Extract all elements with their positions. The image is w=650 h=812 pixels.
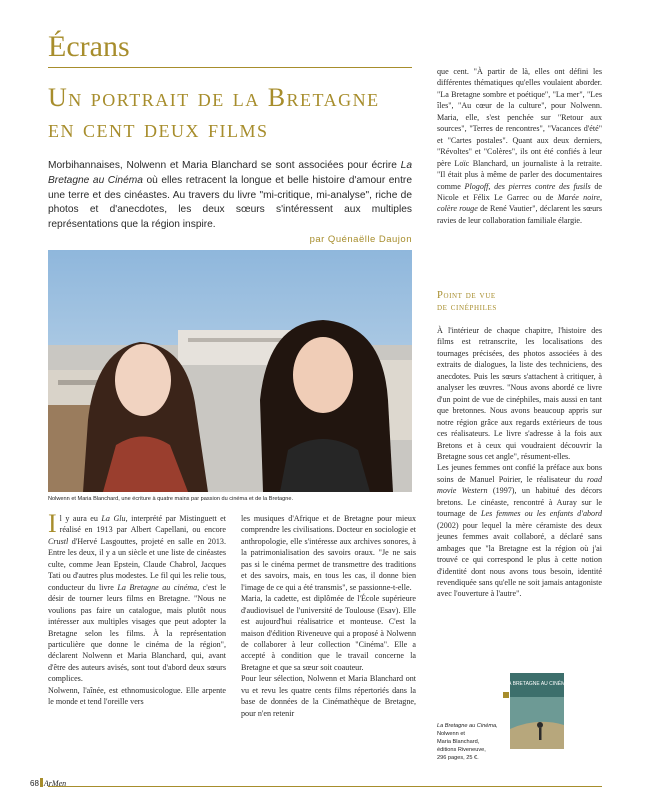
film-title: La Glu [101,514,126,523]
book-caption-line: 296 pages, 25 €. [437,755,479,762]
text-run: d'Hervé Lasgouttes, projeté en salle en 2013. Entre les deux, il y a un siècle et une liste de cinéastes culte, comme Jean Epstein, Claude Chabrol, Jacques Tati ou d'autres plus modestes. Le fil qui les relie tous, conducteur du livre [48,536,226,592]
paragraph: les musiques d'Afrique et de Bretagne pour mieux comprendre les civilisations. Docteur en sociologie et anthropologie, elle s'intéresse aux archives sonores, à la patrimonialisation des savoirs oraux. "Je ne sais pas si le cinéma permet de transmettre des traditions et des savoirs, mais, en tous les cas, il donne bien l'image de ce qui a été transmis", se passionne-t-elle. [241,514,416,592]
text-run: Les jeunes femmes ont confié la préface aux bons soins de Manuel Poirier, le réalisateur du [437,463,602,484]
paragraph: Maria, la cadette, est diplômée de l'École supérieure d'audiovisuel de l'université de Toulouse (Esav). Elle est aujourd'hui réalisatrice et monteuse. C'est la maison d'édition Riveneuve qui a proposé à Nolwenn de collaborer à leur collection "Cinéma". Elle a accepté à condition que le travail concerne la Bretagne et que sa sœur soit coauteur. [241,594,416,672]
text-run: (1997), un habitué des décors bretons. Le cinéaste, rencontré à Auray sur le tournage de [437,486,602,519]
folio-bar-icon [40,778,43,787]
book-caption-line: éditions Riveneuve, [437,747,486,754]
text-run: l y aura eu [59,514,102,523]
lede-book-title: La Bretagne au Cinéma [48,160,412,186]
body-column-4 [437,325,602,600]
film-title: Les femmes ou les enfants d'abord [481,509,602,519]
film-title: Marée noire, colère rouge [437,192,602,214]
text-run: (2002) pour lequel la mère céramiste des deux jeunes femmes avait collaboré, a déclaré sans ambages que "la Bretagne est la région où j'ai trouvé ce qui correspond le plus à cette notion d'identité dont nous avons tous besoin, identité revendiquée sans qu'elle ne soit jamais antagoniste avec l'ouverture à l'autre". [437,520,602,599]
film-title: Plogoff, des pierres contre des fusils [464,181,591,191]
body-column-3 [437,66,602,226]
paragraph [48,509,227,685]
lede-text-2: où elles retracent la longue et belle histoire d'amour entre une terre et des cinéastes. Au travers du livre "mi-critique, mi-analyse", riche de photos et d'anecdotes, les deux sœurs s'intéressent aux multiples représentations que la région inspire. [48,174,412,231]
book-caption-line: Maria Blanchard, [437,739,480,746]
article-lede [48,159,412,233]
book-cover [505,673,569,749]
paragraph: Nolwenn, l'aînée, est ethnomusicologue. Elle arpente le monde et tend l'oreille vers [48,685,226,707]
book-cover-title: LA BRETAGNE AU CINÉMA [505,681,569,687]
footer-rule [48,786,602,787]
page-folio [30,778,66,788]
text-run: , c'est le désir de tourner leurs films en Bretagne. "Nous ne voulions pas faire un catalogue, mais plutôt nous intéresser aux multiples visages que peut adopter la Bretagne selon les films. À la représentation particulière que donne le cinéma de la région", déclarent Nolwenn et Maria Blanchard, qui, avant d'être des auteurs avisés, sont tout d'abord deux sœurs complices. [48,582,227,684]
text-run: , interprété par Mistinguett et réalisé en 1913 par Albert Capellani, ou encore [59,514,227,535]
byline: par Quénaëlle Daujon [309,234,412,245]
section-rule [48,67,412,68]
headline-line-2: en cent deux films [48,114,269,143]
book-caption-line: La Bretagne au Cinéma, [437,723,498,729]
subheading-line-1: Point de vue [437,290,496,301]
headline-line-1: Un portrait de la Bretagne [48,83,380,112]
book-title: La Bretagne au cinéma [117,582,198,592]
page-number: 68 [30,779,39,788]
paragraph: Pour leur sélection, Nolwenn et Maria Blanchard ont vu et revu les quatre cents films répertoriés dans la base de données de la Cinémathèque de Bretagne, pour n'en retenir [241,674,416,718]
film-title: road movie Western [437,474,602,496]
author-photo [48,250,412,492]
text-run: que cent. "À partir de là, elles ont défini les différentes thématiques qu'elles voulaient aborder. "La Bretagne sombre et poétique", "La mer", "Les îles", "Au cœur de la culture", pour Nolwenn. Maria, elle, s'est penchée sur "Retour aux sources", "Terres de rencontres", "Vacances d'été" et "Cartes postales". Quant aux deux derniers, "Révoltes" et "Colères", ils ont été confiés à leur père Loïc Blanchard, un journaliste à la retraite. "Il était plus à même de parler des documentaires comme [437,67,602,191]
book-caption-line: Nolwenn et [437,731,465,738]
subheading [437,290,602,314]
magazine-name: ArMen [43,779,67,788]
book-cover-illustration [505,673,569,749]
body-column-1 [48,509,227,708]
film-title: Crustl [48,536,69,546]
paragraph [437,462,602,599]
text-run: de René Vautier", déclarent les sœurs ravies de leur collaboration familiale élargie. [437,204,602,225]
end-mark-icon [503,692,509,698]
article-headline [48,82,420,144]
subheading-line-2: de cinéphiles [437,302,497,313]
photo-illustration [48,250,412,492]
drop-cap: I [48,509,57,538]
paragraph [437,66,602,226]
text-run: de Nicole et Félix Le Garrec ou de [437,181,602,202]
paragraph: À l'intérieur de chaque chapitre, l'histoire des films est retranscrite, les localisations des tournages précisées, des photos associées à des extraits de dialogues, la liste des techniciens, des anecdotes. Puis les sœurs s'attachent à critiquer, à analyser les œuvres. "Nous avons abordé ce livre d'un point de vue de cinéphiles, mais aussi en tant que bretonnes. Nous avons beaucoup appris sur notre région grâce aux regards extérieurs de tous ces réalisateurs. Le livre s'adresse à la fois aux Bretons et à ceux qui voudraient découvrir la Bretagne sous cet angle", résument-elles. [437,326,602,461]
body-column-2 [241,513,416,719]
lede-text-1: Morbihannaises, Nolwenn et Maria Blanchard se sont associées pour écrire [48,160,401,171]
book-caption [437,722,505,762]
photo-caption: Nolwenn et Maria Blanchard, une écriture à quatre mains par passion du cinéma et de la Bretagne. [48,496,294,502]
section-title: Écrans [48,30,130,63]
